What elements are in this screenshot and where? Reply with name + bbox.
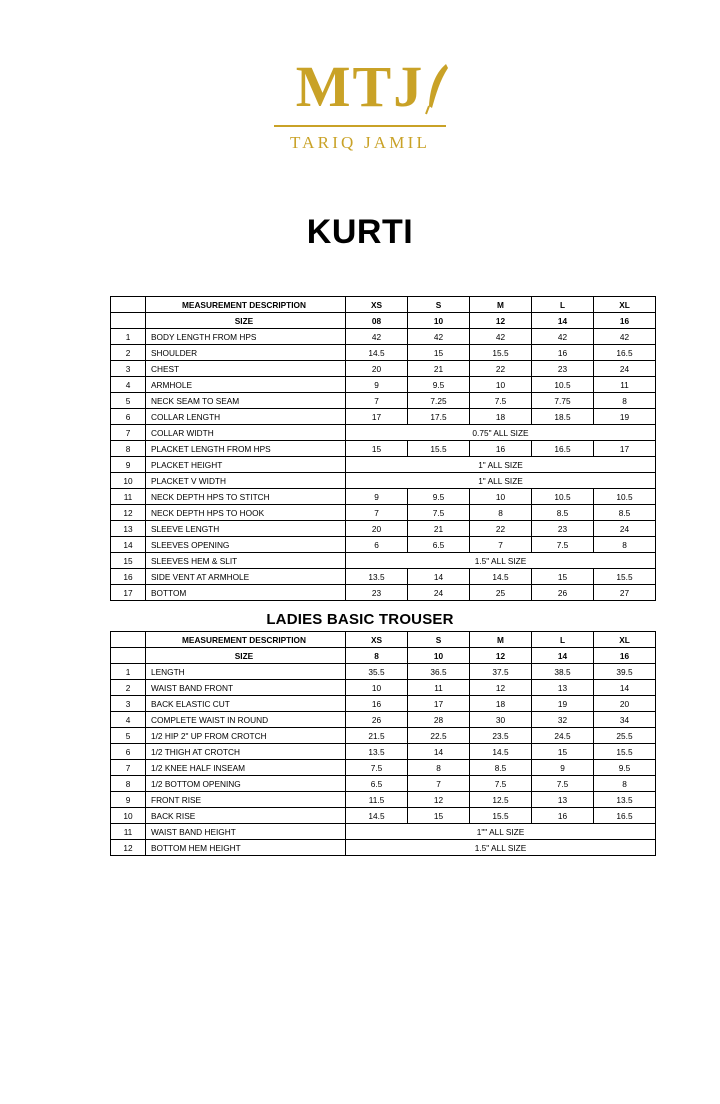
logo-mark: [295, 54, 425, 119]
row-number: 6: [111, 744, 146, 760]
row-value: 18: [470, 409, 532, 425]
table-row: [111, 521, 656, 537]
row-value: 18: [470, 696, 532, 712]
kurti-header-size-xl: XL: [594, 297, 656, 313]
row-description: 1/2 BOTTOM OPENING: [146, 776, 346, 792]
row-number: 5: [111, 393, 146, 409]
row-value: 15.5: [408, 441, 470, 457]
kurti-header-index: [111, 297, 146, 313]
row-value: 42: [532, 329, 594, 345]
row-number: 14: [111, 537, 146, 553]
row-number: 8: [111, 776, 146, 792]
table-row: [111, 760, 656, 776]
row-all-size-note: 1" ALL SIZE: [346, 473, 656, 489]
row-value: 8: [594, 537, 656, 553]
row-value: 22: [470, 361, 532, 377]
row-value: 8.5: [594, 505, 656, 521]
row-value: 10: [470, 377, 532, 393]
row-value: 17.5: [408, 409, 470, 425]
row-value: 20: [346, 521, 408, 537]
row-value: 15.5: [594, 569, 656, 585]
row-description: SIDE VENT AT ARMHOLE: [146, 569, 346, 585]
row-value: 25.5: [594, 728, 656, 744]
row-number: 10: [111, 473, 146, 489]
row-value: 8.5: [532, 505, 594, 521]
table-row: [111, 537, 656, 553]
row-description: ARMHOLE: [146, 377, 346, 393]
row-value: 16: [532, 808, 594, 824]
row-value: 17: [346, 409, 408, 425]
logo-tagline: TARIQ JAMIL: [289, 133, 431, 152]
row-all-size-note: 1.5" ALL SIZE: [346, 553, 656, 569]
row-value: 13.5: [594, 792, 656, 808]
row-number: 5: [111, 728, 146, 744]
row-description: WAIST BAND FRONT: [146, 680, 346, 696]
row-value: 21.5: [346, 728, 408, 744]
row-value: 21: [408, 361, 470, 377]
trouser-header-size-s: S: [408, 632, 470, 648]
row-value: 16: [470, 441, 532, 457]
row-value: 7.5: [470, 776, 532, 792]
table-row: [111, 712, 656, 728]
row-number: 8: [111, 441, 146, 457]
row-value: 16: [532, 345, 594, 361]
row-description: SLEEVES HEM & SLIT: [146, 553, 346, 569]
row-value: 15: [408, 345, 470, 361]
row-value: 42: [594, 329, 656, 345]
row-value: 7.5: [346, 760, 408, 776]
table-row: [111, 553, 656, 569]
kurti-table-body: [111, 297, 656, 601]
table-row: [111, 393, 656, 409]
row-value: 10: [470, 489, 532, 505]
trouser-header-size-m: M: [470, 632, 532, 648]
kurti-size-table: [110, 296, 656, 601]
row-value: 6.5: [408, 537, 470, 553]
row-number: 1: [111, 329, 146, 345]
row-all-size-note: 1.5" ALL SIZE: [346, 840, 656, 856]
row-value: 24.5: [532, 728, 594, 744]
row-number: 11: [111, 489, 146, 505]
row-value: 11.5: [346, 792, 408, 808]
row-value: 7.5: [408, 505, 470, 521]
row-value: 16.5: [594, 808, 656, 824]
kurti-size-row-index: [111, 313, 146, 329]
table-row: [111, 473, 656, 489]
table-row: [111, 377, 656, 393]
trouser-size-table: [110, 631, 656, 856]
row-value: 15.5: [470, 808, 532, 824]
table-row: [111, 441, 656, 457]
row-value: 28: [408, 712, 470, 728]
row-number: 16: [111, 569, 146, 585]
trouser-title: LADIES BASIC TROUSER: [266, 611, 454, 628]
row-number: 2: [111, 345, 146, 361]
row-description: BODY LENGTH FROM HPS: [146, 329, 346, 345]
row-value: 19: [594, 409, 656, 425]
row-description: SHOULDER: [146, 345, 346, 361]
row-number: 4: [111, 377, 146, 393]
row-value: 27: [594, 585, 656, 601]
row-value: 7.25: [408, 393, 470, 409]
row-value: 7.75: [532, 393, 594, 409]
row-description: COLLAR LENGTH: [146, 409, 346, 425]
row-value: 20: [594, 696, 656, 712]
row-description: NECK DEPTH HPS TO STITCH: [146, 489, 346, 505]
row-value: 22: [470, 521, 532, 537]
kurti-header-size-m: M: [470, 297, 532, 313]
logo-brand-text: MTJ: [295, 54, 425, 119]
row-number: 7: [111, 760, 146, 776]
row-value: 26: [346, 712, 408, 728]
row-number: 15: [111, 553, 146, 569]
row-value: 35.5: [346, 664, 408, 680]
row-value: 38.5: [532, 664, 594, 680]
trouser-table-body: [111, 632, 656, 856]
row-value: 13.5: [346, 569, 408, 585]
table-row: [111, 505, 656, 521]
row-value: 7.5: [532, 537, 594, 553]
kurti-size-row-value: 16: [594, 313, 656, 329]
trouser-table-section: [110, 611, 633, 856]
table-row: [111, 664, 656, 680]
row-value: 7.5: [470, 393, 532, 409]
row-number: 6: [111, 409, 146, 425]
kurti-size-row: [111, 313, 656, 329]
table-row: [111, 345, 656, 361]
row-value: 6.5: [346, 776, 408, 792]
row-value: 24: [594, 361, 656, 377]
row-value: 12: [470, 680, 532, 696]
table-row: [111, 824, 656, 840]
page-title: KURTI: [306, 213, 414, 251]
row-description: NECK DEPTH HPS TO HOOK: [146, 505, 346, 521]
row-description: BOTTOM: [146, 585, 346, 601]
trouser-size-row-value: 16: [594, 648, 656, 664]
row-all-size-note: 1"" ALL SIZE: [346, 824, 656, 840]
kurti-table-section: [110, 296, 633, 601]
row-number: 3: [111, 696, 146, 712]
row-value: 39.5: [594, 664, 656, 680]
row-value: 8: [594, 776, 656, 792]
row-value: 16.5: [594, 345, 656, 361]
trouser-size-row-value: 10: [408, 648, 470, 664]
row-value: 7: [346, 505, 408, 521]
row-value: 42: [470, 329, 532, 345]
row-number: 9: [111, 792, 146, 808]
row-description: PLACKET V WIDTH: [146, 473, 346, 489]
table-row: [111, 776, 656, 792]
table-row: [111, 329, 656, 345]
table-row: [111, 425, 656, 441]
row-number: 4: [111, 712, 146, 728]
row-value: 10: [346, 680, 408, 696]
row-all-size-note: 0.75" ALL SIZE: [346, 425, 656, 441]
table-row: [111, 585, 656, 601]
trouser-header-size-xs: XS: [346, 632, 408, 648]
table-row: [111, 361, 656, 377]
row-value: 6: [346, 537, 408, 553]
row-value: 16.5: [532, 441, 594, 457]
row-description: 1/2 HIP 2" UP FROM CROTCH: [146, 728, 346, 744]
table-row: [111, 569, 656, 585]
brand-logo: [0, 0, 720, 153]
kurti-header-size-xs: XS: [346, 297, 408, 313]
row-value: 23: [532, 361, 594, 377]
row-description: SLEEVE LENGTH: [146, 521, 346, 537]
row-value: 12: [408, 792, 470, 808]
trouser-size-row-label: SIZE: [146, 648, 346, 664]
row-value: 9: [532, 760, 594, 776]
row-all-size-note: 1" ALL SIZE: [346, 457, 656, 473]
row-value: 12.5: [470, 792, 532, 808]
trouser-size-row-value: 8: [346, 648, 408, 664]
kurti-size-row-value: 08: [346, 313, 408, 329]
row-value: 22.5: [408, 728, 470, 744]
row-value: 25: [470, 585, 532, 601]
kurti-header-size-l: L: [532, 297, 594, 313]
row-description: COMPLETE WAIST IN ROUND: [146, 712, 346, 728]
row-description: PLACKET HEIGHT: [146, 457, 346, 473]
row-value: 15: [532, 569, 594, 585]
row-value: 10.5: [594, 489, 656, 505]
table-row: [111, 457, 656, 473]
row-number: 12: [111, 840, 146, 856]
trouser-size-row-index: [111, 648, 146, 664]
row-value: 15: [532, 744, 594, 760]
row-value: 14.5: [470, 569, 532, 585]
row-value: 7.5: [532, 776, 594, 792]
row-value: 23: [346, 585, 408, 601]
row-description: CHEST: [146, 361, 346, 377]
row-value: 21: [408, 521, 470, 537]
row-value: 18.5: [532, 409, 594, 425]
row-value: 14.5: [346, 345, 408, 361]
trouser-header-row: [111, 632, 656, 648]
row-value: 9: [346, 377, 408, 393]
row-description: COLLAR WIDTH: [146, 425, 346, 441]
row-value: 8: [594, 393, 656, 409]
row-description: BOTTOM HEM HEIGHT: [146, 840, 346, 856]
trouser-size-row: [111, 648, 656, 664]
row-value: 15: [408, 808, 470, 824]
trouser-header-description: MEASUREMENT DESCRIPTION: [146, 632, 346, 648]
row-value: 13: [532, 680, 594, 696]
row-number: 12: [111, 505, 146, 521]
kurti-size-row-label: SIZE: [146, 313, 346, 329]
row-value: 34: [594, 712, 656, 728]
row-number: 1: [111, 664, 146, 680]
row-number: 3: [111, 361, 146, 377]
row-value: 36.5: [408, 664, 470, 680]
row-value: 15.5: [470, 345, 532, 361]
table-row: [111, 489, 656, 505]
row-value: 24: [594, 521, 656, 537]
row-value: 19: [532, 696, 594, 712]
row-value: 42: [408, 329, 470, 345]
kurti-size-row-value: 10: [408, 313, 470, 329]
feather-icon: [424, 60, 450, 118]
row-value: 32: [532, 712, 594, 728]
row-value: 7: [408, 776, 470, 792]
table-row: [111, 696, 656, 712]
kurti-header-size-s: S: [408, 297, 470, 313]
trouser-size-row-value: 12: [470, 648, 532, 664]
row-number: 10: [111, 808, 146, 824]
row-value: 26: [532, 585, 594, 601]
trouser-header-size-l: L: [532, 632, 594, 648]
table-row: [111, 409, 656, 425]
trouser-header-index: [111, 632, 146, 648]
row-description: NECK SEAM TO SEAM: [146, 393, 346, 409]
table-row: [111, 808, 656, 824]
row-value: 10.5: [532, 377, 594, 393]
row-number: 7: [111, 425, 146, 441]
row-value: 11: [594, 377, 656, 393]
kurti-header-row: [111, 297, 656, 313]
kurti-size-row-value: 14: [532, 313, 594, 329]
table-row: [111, 680, 656, 696]
row-value: 20: [346, 361, 408, 377]
row-value: 9.5: [594, 760, 656, 776]
kurti-size-row-value: 12: [470, 313, 532, 329]
row-number: 11: [111, 824, 146, 840]
row-value: 9: [346, 489, 408, 505]
row-description: LENGTH: [146, 664, 346, 680]
row-value: 23.5: [470, 728, 532, 744]
row-value: 23: [532, 521, 594, 537]
row-value: 14: [594, 680, 656, 696]
row-value: 14.5: [346, 808, 408, 824]
row-number: 2: [111, 680, 146, 696]
table-row: [111, 744, 656, 760]
logo-divider: [274, 125, 446, 127]
row-value: 13.5: [346, 744, 408, 760]
row-value: 13: [532, 792, 594, 808]
row-description: FRONT RISE: [146, 792, 346, 808]
row-value: 9.5: [408, 489, 470, 505]
row-number: 9: [111, 457, 146, 473]
row-description: BACK RISE: [146, 808, 346, 824]
row-value: 42: [346, 329, 408, 345]
row-description: PLACKET LENGTH FROM HPS: [146, 441, 346, 457]
row-description: 1/2 KNEE HALF INSEAM: [146, 760, 346, 776]
row-value: 15: [346, 441, 408, 457]
row-value: 14.5: [470, 744, 532, 760]
row-value: 30: [470, 712, 532, 728]
row-number: 17: [111, 585, 146, 601]
row-value: 14: [408, 569, 470, 585]
row-value: 24: [408, 585, 470, 601]
trouser-size-row-value: 14: [532, 648, 594, 664]
row-value: 10.5: [532, 489, 594, 505]
row-description: 1/2 THIGH AT CROTCH: [146, 744, 346, 760]
row-description: BACK ELASTIC CUT: [146, 696, 346, 712]
row-value: 8: [470, 505, 532, 521]
row-value: 8.5: [470, 760, 532, 776]
table-row: [111, 728, 656, 744]
row-value: 8: [408, 760, 470, 776]
row-value: 7: [470, 537, 532, 553]
row-description: WAIST BAND HEIGHT: [146, 824, 346, 840]
row-value: 14: [408, 744, 470, 760]
row-value: 17: [408, 696, 470, 712]
row-description: SLEEVES OPENING: [146, 537, 346, 553]
table-row: [111, 792, 656, 808]
row-value: 17: [594, 441, 656, 457]
row-value: 16: [346, 696, 408, 712]
trouser-header-size-xl: XL: [594, 632, 656, 648]
row-value: 7: [346, 393, 408, 409]
table-row: [111, 840, 656, 856]
kurti-header-description: MEASUREMENT DESCRIPTION: [146, 297, 346, 313]
row-number: 13: [111, 521, 146, 537]
row-value: 15.5: [594, 744, 656, 760]
row-value: 11: [408, 680, 470, 696]
row-value: 9.5: [408, 377, 470, 393]
row-value: 37.5: [470, 664, 532, 680]
